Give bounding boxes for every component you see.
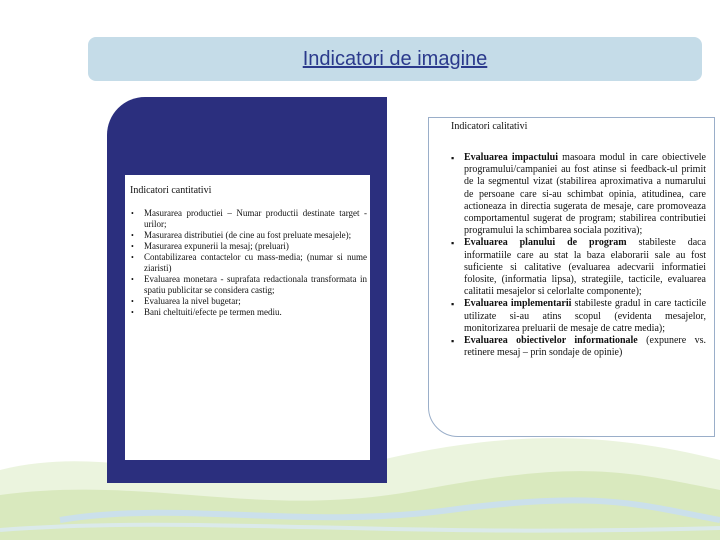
item-text: masoara modul in care obiectivele programului/campaniei au fost atinse si feedback-ul primit de la segmentul vizat (stabilirea aproximativa a numarului de persoane care si-au schimbat opinia, atitudinea, care actioneaza in directia sugerata de mesaje, care promoveaza comportamentul sugerat de program; stabilirea contributiei programului la schimbarea sociala pozitiva);: [464, 152, 706, 237]
item-text: stabileste gradul in care tacticile utilizate si-au atins scopul (evidenta mesajelor, monitorizarea preluarii de mesaje de catre media);: [464, 298, 707, 334]
list-item: • Masurarea productiei – Numar productii destinate target -urilor;: [125, 208, 370, 230]
quantitative-panel: [107, 97, 387, 483]
qualitative-list: [429, 152, 714, 359]
item-label: Evaluarea implementarii: [464, 298, 572, 310]
list-item: • Masurarea expunerii la mesaj; (preluari): [125, 241, 370, 252]
qualitative-heading: Indicatori calitativi: [451, 121, 528, 132]
list-item: [429, 335, 714, 359]
quantitative-heading: Indicatori cantitativi: [130, 185, 212, 196]
title-bar: [88, 37, 702, 81]
slide-title: Indicatori de imagine: [302, 47, 488, 70]
list-item: [429, 237, 714, 298]
quantitative-box: [125, 175, 370, 460]
list-item: • Bani cheltuiti/efecte pe termen mediu.: [125, 307, 370, 318]
item-label: Evaluarea impactului: [464, 152, 558, 163]
item-text: (expunere vs. retinere mesaj – prin sondaje de opinie): [464, 335, 706, 359]
item-text: stabileste daca informatiile care au stat la baza elaborarii sale au fost suficiente si calitative (evaluarea adecvarii informatiei folosite, (informatia lipsa), strategiile, tacticile, evaluarea calitatii mesajelor si celorlalte componente);: [464, 237, 707, 298]
list-item: [429, 152, 714, 237]
list-item: • Evaluarea la nivel bugetar;: [125, 296, 370, 307]
qualitative-panel: [428, 117, 715, 437]
quantitative-list: [125, 208, 370, 318]
list-item: • Contabilizarea contactelor cu mass-media; (numar si nume ziaristi): [125, 252, 370, 274]
item-label: Evaluarea planului de program: [464, 237, 627, 249]
list-item: • Evaluarea monetara - suprafata redactionala transformata in spatiu publicitar se considera castig;: [125, 274, 370, 296]
list-item: • Masurarea distributiei (de cine au fost preluate mesajele);: [125, 230, 370, 241]
list-item: [429, 298, 714, 335]
item-label: Evaluarea obiectivelor informationale: [464, 335, 638, 347]
